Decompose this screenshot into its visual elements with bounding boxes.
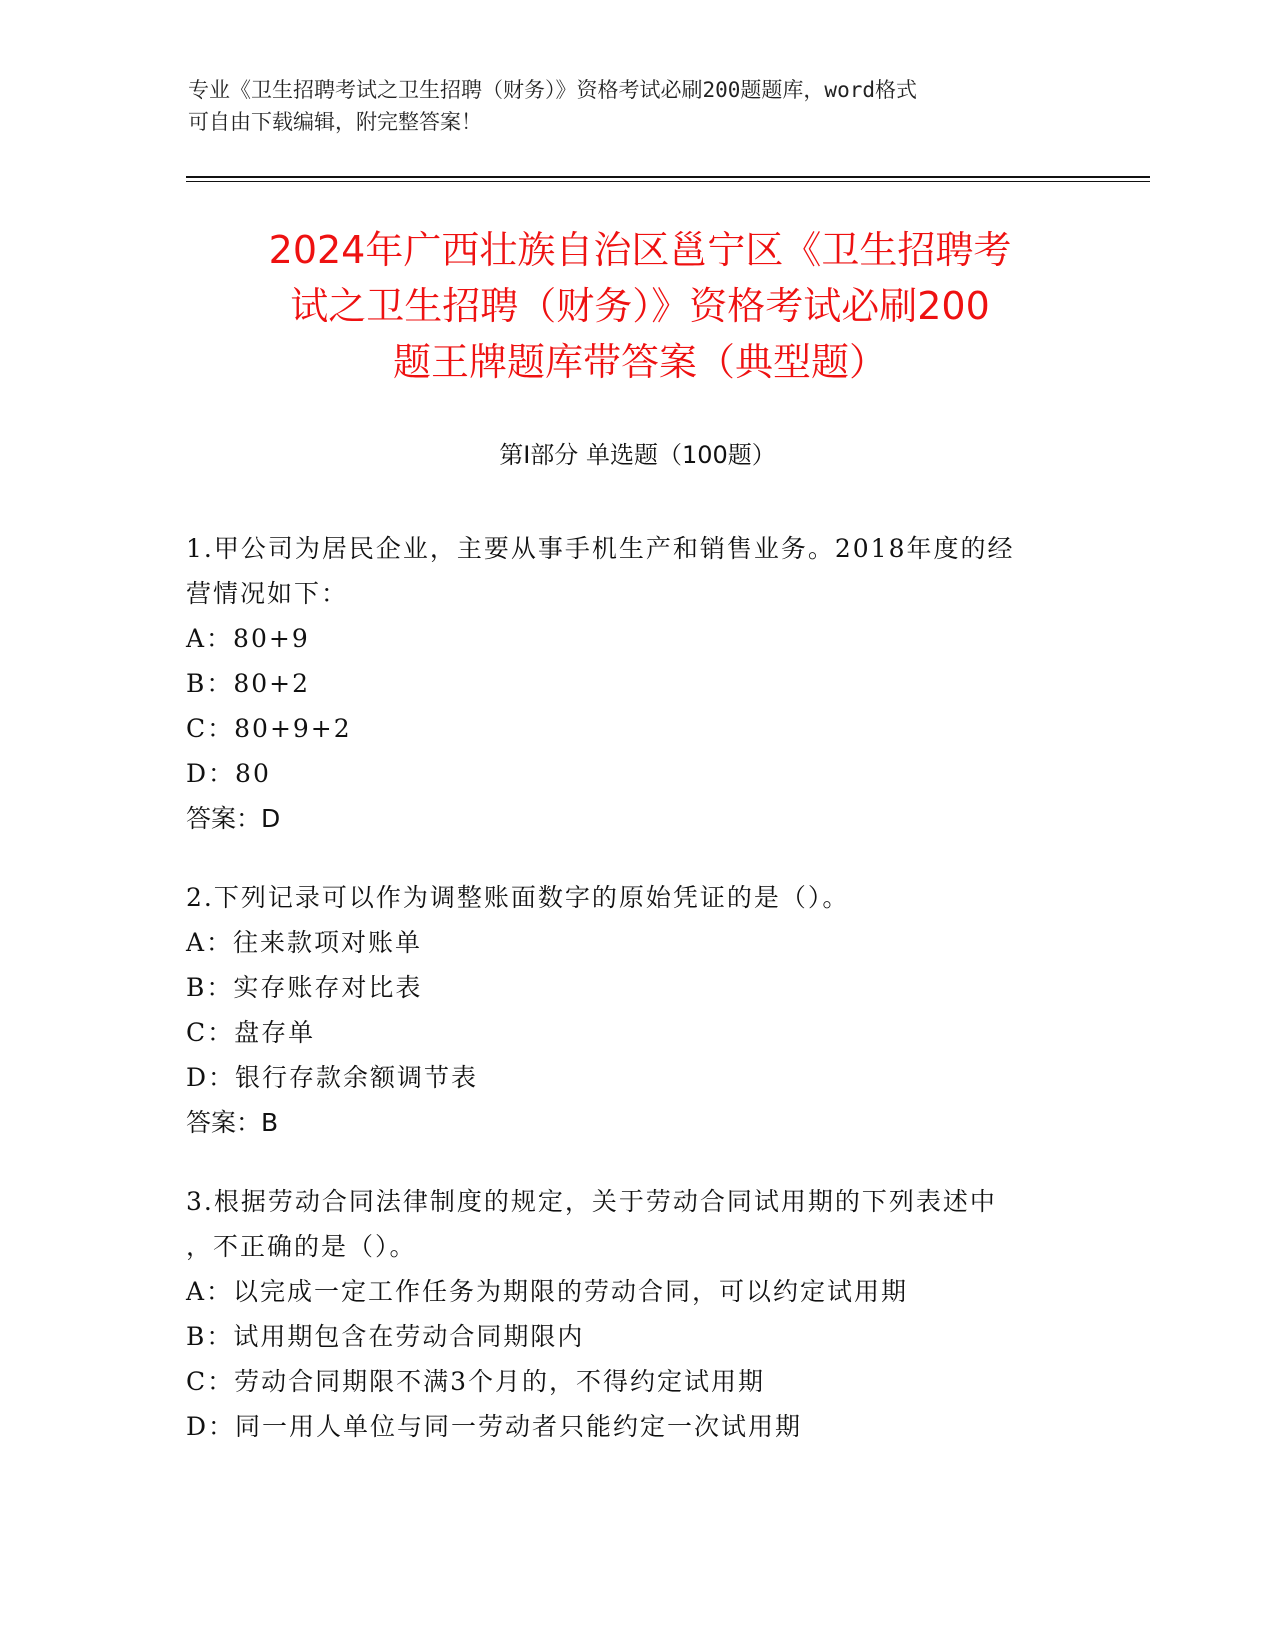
option-a: A：80+9	[186, 624, 310, 653]
question-1	[186, 526, 1086, 841]
question-stem: 1.甲公司为居民企业，主要从事手机生产和销售业务。2018年度的经	[186, 534, 1015, 563]
question-list	[186, 526, 1086, 1483]
option-c: C：80+9+2	[186, 714, 352, 743]
header-note-line-2: 可自由下载编辑，附完整答案！	[188, 110, 482, 134]
question-stem-continued: ，不正确的是（）。	[186, 1232, 417, 1261]
header-divider-thick	[186, 176, 1150, 178]
question-2	[186, 875, 1086, 1145]
option-a: A：往来款项对账单	[186, 928, 423, 957]
question-stem: 3.根据劳动合同法律制度的规定，关于劳动合同试用期的下列表述中	[186, 1187, 997, 1216]
option-c: C：劳动合同期限不满3个月的，不得约定试用期	[186, 1367, 766, 1396]
option-d: D：同一用人单位与同一劳动者只能约定一次试用期	[186, 1412, 803, 1441]
option-c: C：盘存单	[186, 1018, 316, 1047]
document-title-line-3: 题王牌题库带答案（典型题）	[392, 340, 887, 384]
document-title-line-2: 试之卫生招聘（财务）》资格考试必刷200	[290, 284, 990, 328]
option-d: D：80	[186, 759, 271, 788]
option-b: B：试用期包含在劳动合同期限内	[186, 1322, 585, 1351]
header-note	[188, 74, 1088, 138]
question-stem: 2.下列记录可以作为调整账面数字的原始凭证的是（）。	[186, 883, 850, 912]
option-b: B：80+2	[186, 669, 311, 698]
header-note-line-1: 专业《卫生招聘考试之卫生招聘（财务）》资格考试必刷200题题库，word格式	[188, 78, 917, 102]
question-stem-continued: 营情况如下：	[186, 579, 349, 608]
option-d: D：银行存款余额调节表	[186, 1063, 479, 1092]
question-3	[186, 1179, 1086, 1449]
option-a: A：以完成一定工作任务为期限的劳动合同，可以约定试用期	[186, 1277, 909, 1306]
option-b: B：实存账存对比表	[186, 973, 423, 1002]
document-title	[120, 222, 1160, 390]
document-title-line-1: 2024年广西壮族自治区邕宁区《卫生招聘考	[268, 228, 1012, 272]
header-divider-thin	[186, 181, 1150, 182]
answer-key: 答案：B	[186, 1108, 279, 1137]
section-heading: 第I部分 单选题（100题）	[499, 441, 776, 469]
answer-key: 答案：D	[186, 804, 281, 833]
